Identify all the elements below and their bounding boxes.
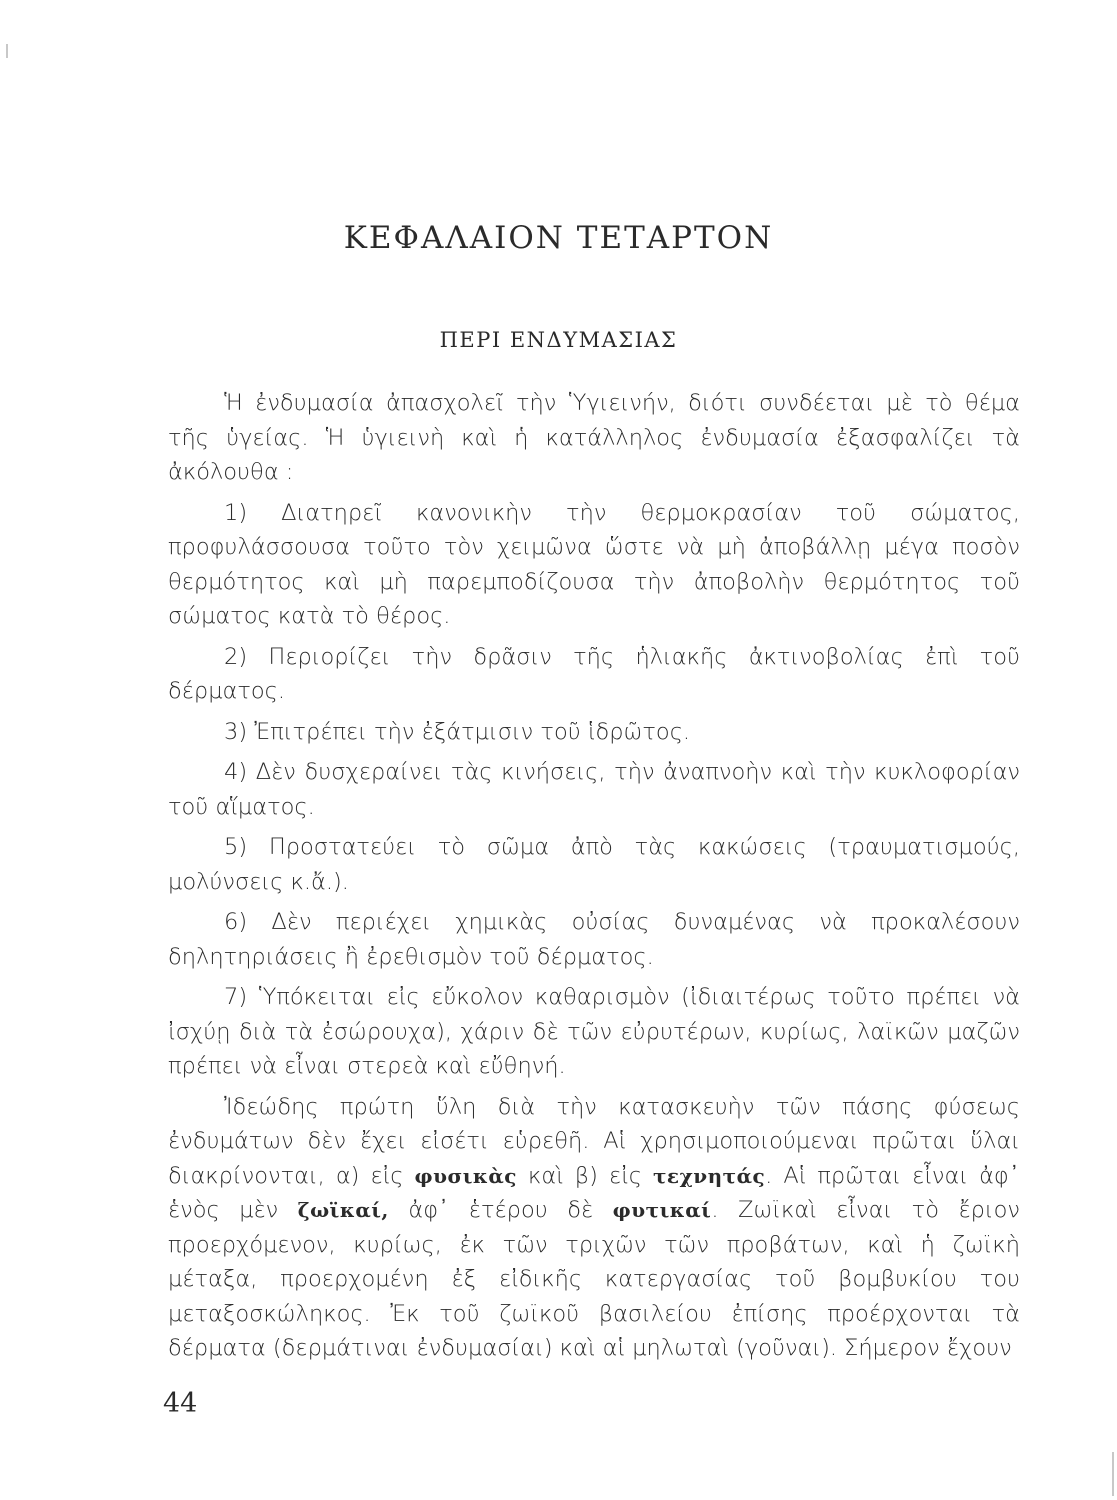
- text-run: Ἰδεώδης πρώτη ὕλη διὰ τὴν κατασκευὴν τῶν πάσης φύσεως ἐνδυμάτων δὲν ἔχει εἰσέτι εὑρεθῆ. Αἱ χρησιμοποιούμεναι πρῶται ὕλαι διακρίνονται, α) εἰς: [168, 1093, 1020, 1189]
- paragraph-item-2: 2) Περιορίζει τὴν δρᾶσιν τῆς ἡλιακῆς ἀκτινοβολίας ἐπὶ τοῦ δέρματος.: [168, 643, 1020, 704]
- paragraph-materials: [168, 1090, 1020, 1366]
- section-title: ΠΕΡΙ ΕΝΔΥΜΑΣΙΑΣ: [439, 328, 678, 352]
- scan-edge-mark: [1112, 1452, 1114, 1496]
- paragraph-item-3: 3) Ἐπιτρέπει τὴν ἐξάτμισιν τοῦ ἱδρῶτος.: [224, 718, 691, 745]
- bold-term-animal: ζωϊκαί,: [297, 1198, 389, 1222]
- paragraph-item-5: 5) Προστατεύει τὸ σῶμα ἀπὸ τὰς κακώσεις (τραυματισμούς, μολύνσεις κ.ἄ.).: [168, 834, 1020, 895]
- paragraph-item-7: 7) Ὑπόκειται εἰς εὔκολον καθαρισμὸν (ἰδιαιτέρως τοῦτο πρέπει νὰ ἰσχύῃ διὰ τὰ ἐσώρουχα), χάριν δὲ τῶν εὐρυτέρων, κυρίως, λαϊκῶν μαζῶν πρέπει νὰ εἶναι στερεὰ καὶ εὔθηνή.: [168, 984, 1020, 1079]
- text-run: ἀφ᾿ ἑτέρου δὲ: [388, 1197, 613, 1223]
- paragraph-item-6: 6) Δὲν περιέχει χημικὰς οὐσίας δυναμένας νὰ προκαλέσουν δηλητηριάσεις ἢ ἐρεθισμὸν τοῦ δέρματος.: [168, 909, 1020, 970]
- bold-term-plant: φυτικαί: [612, 1198, 712, 1222]
- bold-term-natural: φυσικὰς: [414, 1163, 517, 1188]
- paragraph-item-4: 4) Δὲν δυσχεραίνει τὰς κινήσεις, τὴν ἀναπνοὴν καὶ τὴν κυκλοφορίαν τοῦ αἵματος.: [168, 759, 1020, 820]
- scan-edge-mark: [6, 44, 8, 58]
- bold-term-artificial: τεχνητάς: [652, 1163, 766, 1188]
- paragraph-intro: Ἡ ἐνδυμασία ἀπασχολεῖ τὴν Ὑγιεινήν, διότι συνδέεται μὲ τὸ θέμα τῆς ὑγείας. Ἡ ὑγιεινὴ καὶ ἡ κατάλληλος ἐνδυμασία ἐξασφαλίζει τὰ ἀκόλουθα :: [168, 390, 1020, 485]
- body-text: [168, 386, 1020, 1372]
- chapter-title: ΚΕΦΑΛΑΙΟΝ ΤΕΤΑΡΤΟΝ: [343, 220, 774, 256]
- text-run: . Αἱ πρῶται εἶναι ἀφ᾿ ἑνὸς μὲν: [168, 1162, 1020, 1223]
- paragraph-item-1: 1) Διατηρεῖ κανονικὴν τὴν θερμοκρασίαν τοῦ σώματος, προφυλάσσουσα τοῦτο τὸν χειμῶνα ὥστε νὰ μὴ ἀποβάλλῃ μέγα ποσὸν θερμότητος καὶ μὴ παρεμποδίζουσα τὴν ἀποβολὴν θερμότητος τοῦ σώματος κατὰ τὸ θέρος.: [168, 499, 1020, 629]
- page-number: 44: [163, 1388, 198, 1419]
- text-run: καὶ β) εἰς: [516, 1162, 653, 1189]
- text-run: . Ζωϊκαὶ εἶναι τὸ ἔριον προερχόμενον, κυρίως, ἐκ τῶν τριχῶν τῶν προβάτων, καὶ ἡ ζωϊκὴ μέταξα, προερχομένη ἐξ εἰδικῆς κατεργασίας τοῦ βομβυκίου του μεταξοσκώληκος. Ἐκ τοῦ ζωϊκοῦ βασιλείου ἐπίσης προέρχονται τὰ δέρματα (δερμάτιναι ἐνδυμασίαι) καὶ αἱ μηλωταὶ (γοῦναι). Σήμερον ἔχουν: [168, 1197, 1020, 1361]
